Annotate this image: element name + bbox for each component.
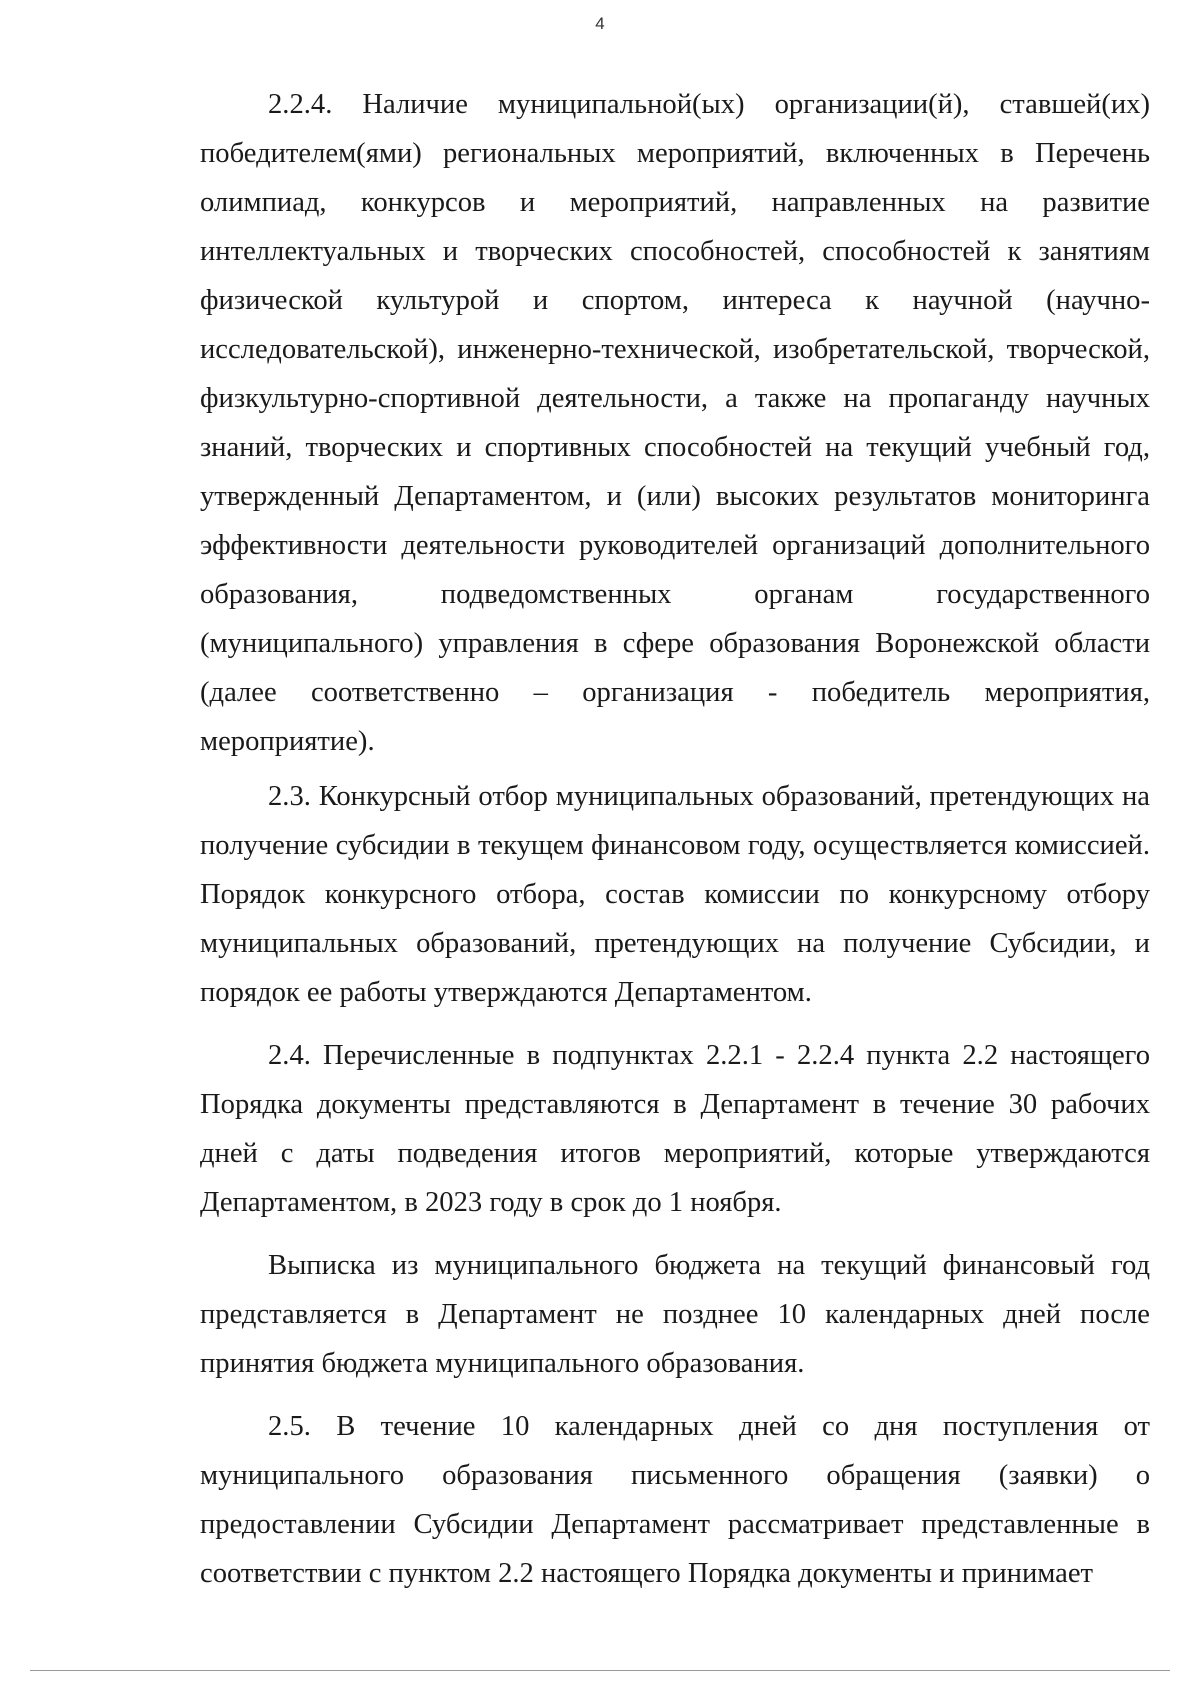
paragraph-2-2-4: 2.2.4. Наличие муниципальной(ых) организации(й), ставшей(их) победителем(ями) региональных мероприятий, включенных в Перечень олимпиад, конкурсов и мероприятий, направленных на развитие интеллектуальных и творческих способностей, способностей к занятиям физической культурой и спортом, интереса к научной (научно-исследовательской), инженерно-технической, изобретательской, творческой, физкультурно-спортивной деятельности, а также на пропаганду научных знаний, творческих и спортивных способностей на текущий учебный год, утвержденный Департаментом, и (или) высоких результатов мониторинга эффективности деятельности руководителей организаций дополнительного образования, подведомственных органам государственного (муниципального) управления в сфере образования Воронежской области (далее соответственно – организация - победитель мероприятия, мероприятие). <box>200 89 1150 757</box>
paragraph-2-3: 2.3. Конкурсный отбор муниципальных образований, претендующих на получение субсидии в текущем финансовом году, осуществляется комиссией. Порядок конкурсного отбора, состав комиссии по конкурсному отбору муниципальных образований, претендующих на получение Субсидии, и порядок ее работы утверждаются Департаментом. <box>200 781 1150 1008</box>
page-bottom-rule <box>30 1670 1170 1671</box>
paragraph-2-5: 2.5. В течение 10 календарных дней со дня поступления от муниципального образования письменного обращения (заявки) о предоставлении Субсидии Департамент рассматривает представленные в соответствии с пунктом 2.2 настоящего Порядка документы и принимает <box>200 1411 1150 1589</box>
paragraph-2-4: 2.4. Перечисленные в подпунктах 2.2.1 - 2.2.4 пункта 2.2 настоящего Порядка документы представляются в Департамент в течение 30 рабочих дней с даты подведения итогов мероприятий, которые утверждаются Департаментом, в 2023 году в срок до 1 ноября. <box>200 1040 1150 1218</box>
paragraph-budget-extract: Выписка из муниципального бюджета на текущий финансовый год представляется в Департамент не позднее 10 календарных дней после принятия бюджета муниципального образования. <box>200 1250 1150 1379</box>
document-body <box>200 80 1150 1612</box>
page-number: 4 <box>595 14 605 33</box>
